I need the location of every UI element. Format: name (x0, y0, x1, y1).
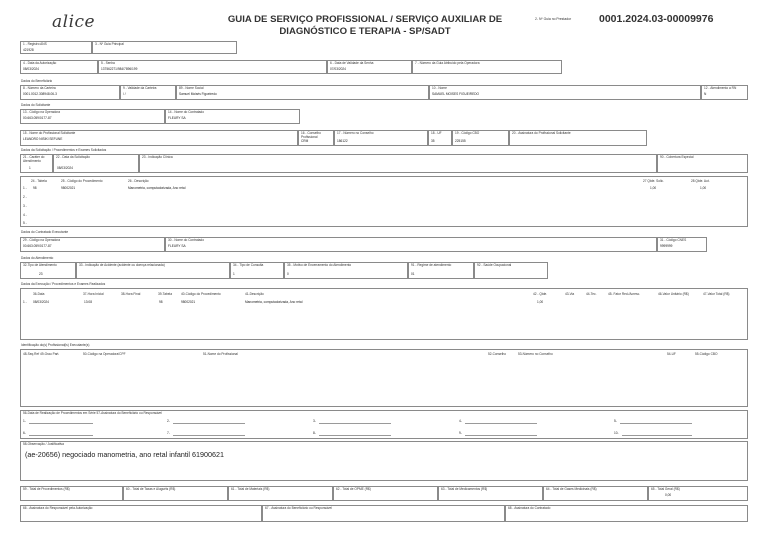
data-autorizacao-field (20, 60, 98, 74)
serie-item-8: 8- (313, 431, 316, 435)
table-row (21, 195, 747, 203)
registro-ans-label: 1 - Registro ANS (23, 42, 47, 46)
data-autorizacao-label: 4 - Data da Autorização (23, 61, 57, 65)
serie-item-3: 3- (313, 419, 316, 423)
serie-line (173, 423, 245, 424)
regime-atendimento-field (408, 262, 474, 279)
row-qtde-solic: 1,00 (650, 186, 657, 190)
serie-line (29, 435, 93, 436)
form-title-line2: DIAGNÓSTICO E TERAPIA - SP/SADT (279, 26, 451, 37)
validade-carteira-value: / / (123, 92, 126, 96)
nome-value: SAMUEL MOISES FIGUEIREDO (432, 92, 479, 96)
solicitante-contratado-field (165, 109, 300, 124)
validade-senha-field (327, 60, 412, 74)
row-hora-inicial: 13:08 (84, 300, 92, 304)
col-seq-grau: 48-Seq.Ref 49-Grau Part. (23, 352, 60, 356)
col-uf: 54-UF (667, 352, 676, 356)
numero-conselho-field (334, 130, 428, 146)
form-title-line1: GUIA DE SERVIÇO PROFISSIONAL / SERVIÇO AUXILIAR DE (227, 14, 503, 25)
col-codigo: 25 - Código do Procedimento (61, 179, 103, 183)
serie-item-9: 9- (459, 431, 462, 435)
guia-principal-label: 3 - Nº Guia Principal (95, 42, 124, 46)
serie-item-2: 2- (167, 419, 170, 423)
registro-ans-value: 421928 (23, 48, 34, 52)
col-valor-total: 47-Valor Total (R$) (703, 292, 730, 296)
assinaturas-serie-label: 56-Data de Realização de Procedimentos em Série 57-Assinatura do Beneficiário ou Responsável (23, 411, 162, 415)
col-tabela: 24 - Tabela (31, 179, 47, 183)
section-equipe: Identificação do(s) Profissional(is) Executante(s) (21, 343, 90, 347)
solicitante-codigo-value: 00.663.059/0177-87 (23, 116, 52, 120)
assinatura-beneficiario-label: 67 - Assinatura do Beneficiário ou Responsável (265, 506, 332, 510)
indicacao-clinica-label: 23 - Indicação Clínica (142, 155, 173, 159)
assinatura-contratado-label: 68 - Assinatura do Contratado (508, 506, 551, 510)
table-row (21, 204, 747, 212)
assinaturas-serie-field (20, 410, 748, 439)
carteira-label: 8 - Número da Carteira (23, 86, 56, 90)
total-opme-field (333, 486, 438, 501)
total-taxas-field (123, 486, 228, 501)
row-qtde: 1,00 (537, 300, 544, 304)
guia-prestador-label: 2- Nº Guia no Prestador (535, 17, 572, 21)
solicitante-codigo-label: 13 - Código na Operadora (23, 110, 61, 114)
row-codigo: 98002021 (181, 300, 196, 304)
executante-codigo-label: 29 - Código na Operadora (23, 238, 61, 242)
numero-conselho-value: 186122 (337, 139, 348, 143)
validade-carteira-label: 9 - Validade da Carteira (123, 86, 157, 90)
senha-label: 5 - Senha (101, 61, 115, 65)
total-materiais-label: 61 - Total de Materiais (R$) (231, 487, 270, 491)
col-tabela: 39-Tabela (158, 292, 172, 296)
observacao-value: (ae-20656) negociado manometria, ano retal infantil 61900621 (25, 450, 224, 459)
uf-label: 18 - UF (431, 131, 442, 135)
carteira-field (20, 85, 120, 100)
assinatura-solicitante-label: 20 - Assinatura do Profissional Solicitante (512, 131, 571, 135)
guia-principal-field (92, 41, 237, 54)
executante-contratado-label: 30 - Nome do Contratado (168, 238, 204, 242)
row-descricao: Manometria, computadorizada, Ano retal (245, 300, 303, 304)
validade-senha-label: 6 - Data de Validade da Senha (330, 61, 374, 65)
section-solicitante: Dados do Solicitante (21, 103, 51, 107)
total-gases-label: 64 - Total de Gases Medicinais (R$) (546, 487, 597, 491)
section-solicitacao: Dados da Solicitação / Procedimentos e Exames Solicitados (21, 148, 107, 152)
regime-atendimento-value: 01 (411, 272, 415, 276)
executante-contratado-value: FLEURY SA (168, 244, 186, 248)
col-qtde-solic: 27 Qtde. Solic. (643, 179, 664, 183)
assinatura-contratado-field (505, 505, 748, 522)
cbo-label: 19 - Código CBO (455, 131, 480, 135)
section-execucao: Dados da Execução / Procedimentos e Exames Realizados (21, 282, 106, 286)
col-hora-final: 38-Hora Final (121, 292, 141, 296)
section-executante: Dados do Contratado Executante (21, 230, 69, 234)
indicacao-acidente-label: 33 - Indicação de Acidente (acidente ou doença relacionada) (79, 263, 165, 267)
atendimento-rn-value: N (704, 92, 707, 96)
total-geral-field (648, 486, 748, 501)
serie-line (465, 423, 537, 424)
observacao-label: 58-Observação / Justificativa (23, 442, 64, 446)
observacao-field (20, 441, 748, 481)
carteira-value: 0001.0012.308948.06-3 (23, 92, 57, 96)
serie-line (319, 423, 391, 424)
procedimentos-realizados-table (20, 288, 748, 340)
motivo-encerramento-label: 35 - Motivo de Encerramento do Atendimento (287, 263, 352, 267)
serie-line (319, 435, 391, 436)
nome-social-field (176, 85, 429, 100)
tipo-atendimento-label: 32-Tipo de Atendimento (23, 263, 57, 267)
tipo-consulta-field (230, 262, 284, 279)
profissional-solicitante-value: LEANDRO NISIKI SEFUNE (23, 137, 63, 141)
section-beneficiario: Dados do Beneficiário (21, 79, 53, 83)
serie-item-7: 7- (167, 431, 170, 435)
procedimentos-solicitados-table (20, 176, 748, 227)
executante-codigo-field (20, 237, 165, 252)
nome-social-label: 89 - Nome Social (179, 86, 204, 90)
conselho-label: 16 - Conselho Profissional (301, 131, 321, 139)
row-number: 3 - (23, 204, 27, 208)
solicitante-contratado-value: FLEURY SA (168, 116, 186, 120)
nome-field (429, 85, 701, 100)
solicitante-contratado-label: 14 - Nome do Contratado (168, 110, 204, 114)
tipo-consulta-value: 1 (233, 272, 235, 276)
nome-label: 10 - Nome (432, 86, 447, 90)
form-title (220, 14, 510, 38)
table-row (21, 300, 747, 308)
col-via: 43-Via (565, 292, 575, 296)
table-row (21, 213, 747, 221)
row-number: 5 - (23, 221, 27, 225)
serie-line (29, 423, 93, 424)
guia-prestador-number: 0001.2024.03-00009976 (599, 13, 714, 25)
row-number: 1 - (23, 300, 27, 304)
saude-ocupacional-label: 92 - Saúde Ocupacional (477, 263, 512, 267)
numero-guia-operadora-label: 7 - Número da Guia Atribuído pela Operadora (415, 61, 480, 65)
solicitante-codigo-field (20, 109, 165, 124)
registro-ans-field (20, 41, 92, 54)
col-data: 36-Data (33, 292, 45, 296)
col-descricao: 26 - Descrição (128, 179, 149, 183)
senha-value: 137562271/984/7896/199 (101, 67, 138, 71)
atendimento-rn-label: 12 - Atendimento a RN (704, 86, 737, 90)
cbo-value: 225155 (455, 139, 466, 143)
col-conselho: 52-Conselho (488, 352, 507, 356)
cnes-label: 31 - Código CNES (660, 238, 687, 242)
col-qtde-aut: 28 Qtde. Aut. (691, 179, 710, 183)
row-number: 4 - (23, 213, 27, 217)
equipe-table (20, 349, 748, 407)
total-taxas-label: 60 - Total de Taxas e Aluguéis (R$) (126, 487, 176, 491)
row-tabela: 98 (159, 300, 163, 304)
serie-item-10: 10- (614, 431, 619, 435)
numero-conselho-label: 17 - Número no Conselho (337, 131, 374, 135)
cbo-field (452, 130, 509, 146)
col-codigo-cbo: 55-Código CBO (695, 352, 718, 356)
cobertura-especial-label: 90 - Cobertura Especial (660, 155, 694, 159)
serie-line (622, 435, 692, 436)
senha-field (98, 60, 327, 74)
col-tec: 44-Tec. (586, 292, 597, 296)
tipo-atendimento-field (20, 262, 76, 279)
row-descricao: Manometria, computadorizada, Ano retal (128, 186, 186, 190)
total-geral-label: 65 - Total Geral (R$) (651, 487, 680, 491)
data-autorizacao-value: 08/03/2024 (23, 67, 39, 71)
table-row (21, 221, 747, 227)
total-opme-label: 62 - Total de OPME (R$) (336, 487, 371, 491)
row-codigo: 98002021 (61, 186, 76, 190)
tipo-consulta-label: 34 - Tipo de Consulta (233, 263, 264, 267)
indicacao-acidente-field (76, 262, 230, 279)
assinatura-responsavel-label: 66 - Assinatura do Responsável pela Autorização (23, 506, 93, 510)
validade-senha-value: 07/03/2024 (330, 67, 346, 71)
serie-item-5: 5- (614, 419, 617, 423)
conselho-value: CRM (301, 139, 309, 143)
total-medicamentos-field (438, 486, 543, 501)
serie-line (465, 435, 537, 436)
regime-atendimento-label: 91 - Regime de atendimento (411, 263, 452, 267)
serie-item-1: 1- (23, 419, 26, 423)
nome-social-value: Samuel Moisés Figueiredo (179, 92, 217, 96)
assinatura-responsavel-field (20, 505, 262, 522)
serie-line (620, 423, 692, 424)
serie-item-6: 6- (23, 431, 26, 435)
indicacao-clinica-field (139, 154, 657, 173)
row-data: 08/03/2024 (33, 300, 49, 304)
cobertura-especial-field (657, 154, 748, 173)
carater-value: 1 (29, 166, 31, 170)
validade-carteira-field (120, 85, 176, 100)
assinatura-beneficiario-field (262, 505, 505, 522)
data-solicitacao-value: 08/03/2024 (57, 166, 73, 170)
cnes-value: 9999999 (660, 244, 673, 248)
serie-line (173, 435, 245, 436)
data-solicitacao-label: 22 - Data da Solicitação (56, 155, 90, 159)
col-descricao: 41-Descrição (245, 292, 264, 296)
col-fator: 45- Fator Red./Acresc. (608, 292, 641, 296)
col-nome-profissional: 51-Nome do Profissional (203, 352, 238, 356)
col-codigo: 40-Código do Procedimento (181, 292, 221, 296)
data-solicitacao-field (53, 154, 139, 173)
carater-field (20, 154, 53, 173)
row-number: 1 - (23, 186, 27, 190)
atendimento-rn-field (701, 85, 748, 100)
saude-ocupacional-field (474, 262, 548, 279)
row-number: 2 - (23, 195, 27, 199)
total-medicamentos-label: 63 - Total de Medicamentos (R$) (441, 487, 488, 491)
col-valor-unitario: 46-Valor Unitário (R$) (658, 292, 689, 296)
total-procedimentos-field (20, 486, 123, 501)
cnes-field (657, 237, 707, 252)
motivo-encerramento-field (284, 262, 408, 279)
executante-contratado-field (165, 237, 657, 252)
conselho-field (298, 130, 334, 146)
profissional-solicitante-label: 15 - Nome do Profissional Solicitante (23, 131, 76, 135)
col-codigo-cpf: 50-Código na Operadora/CPF (83, 352, 126, 356)
serie-item-4: 4- (459, 419, 462, 423)
motivo-encerramento-value: 0 (287, 272, 289, 276)
section-atendimento: Dados do Atendimento (21, 256, 54, 260)
uf-field (428, 130, 452, 146)
numero-guia-operadora-field (412, 60, 562, 74)
executante-codigo-value: 00.663.059/0177-87 (23, 244, 52, 248)
col-qtde: 42 - Qtde. (533, 292, 548, 296)
assinatura-solicitante-field (509, 130, 647, 146)
alice-logo: alice (52, 12, 96, 32)
row-tabela: 98 (33, 186, 37, 190)
uf-value: 35 (431, 139, 435, 143)
row-qtde-aut: 1,00 (700, 186, 707, 190)
total-materiais-field (228, 486, 333, 501)
total-gases-field (543, 486, 648, 501)
total-geral-value: 0,00 (665, 493, 672, 497)
total-procedimentos-label: 59 - Total de Procedimentos (R$) (23, 487, 70, 491)
col-hora-inicial: 37-Hora Inicial (83, 292, 104, 296)
carater-label: 21 - Caráter do Atendimento (23, 155, 45, 163)
profissional-solicitante-field (20, 130, 298, 146)
table-row (21, 186, 747, 194)
col-numero-conselho: 53-Número no Conselho (518, 352, 553, 356)
tipo-atendimento-value: 23 (39, 272, 43, 276)
